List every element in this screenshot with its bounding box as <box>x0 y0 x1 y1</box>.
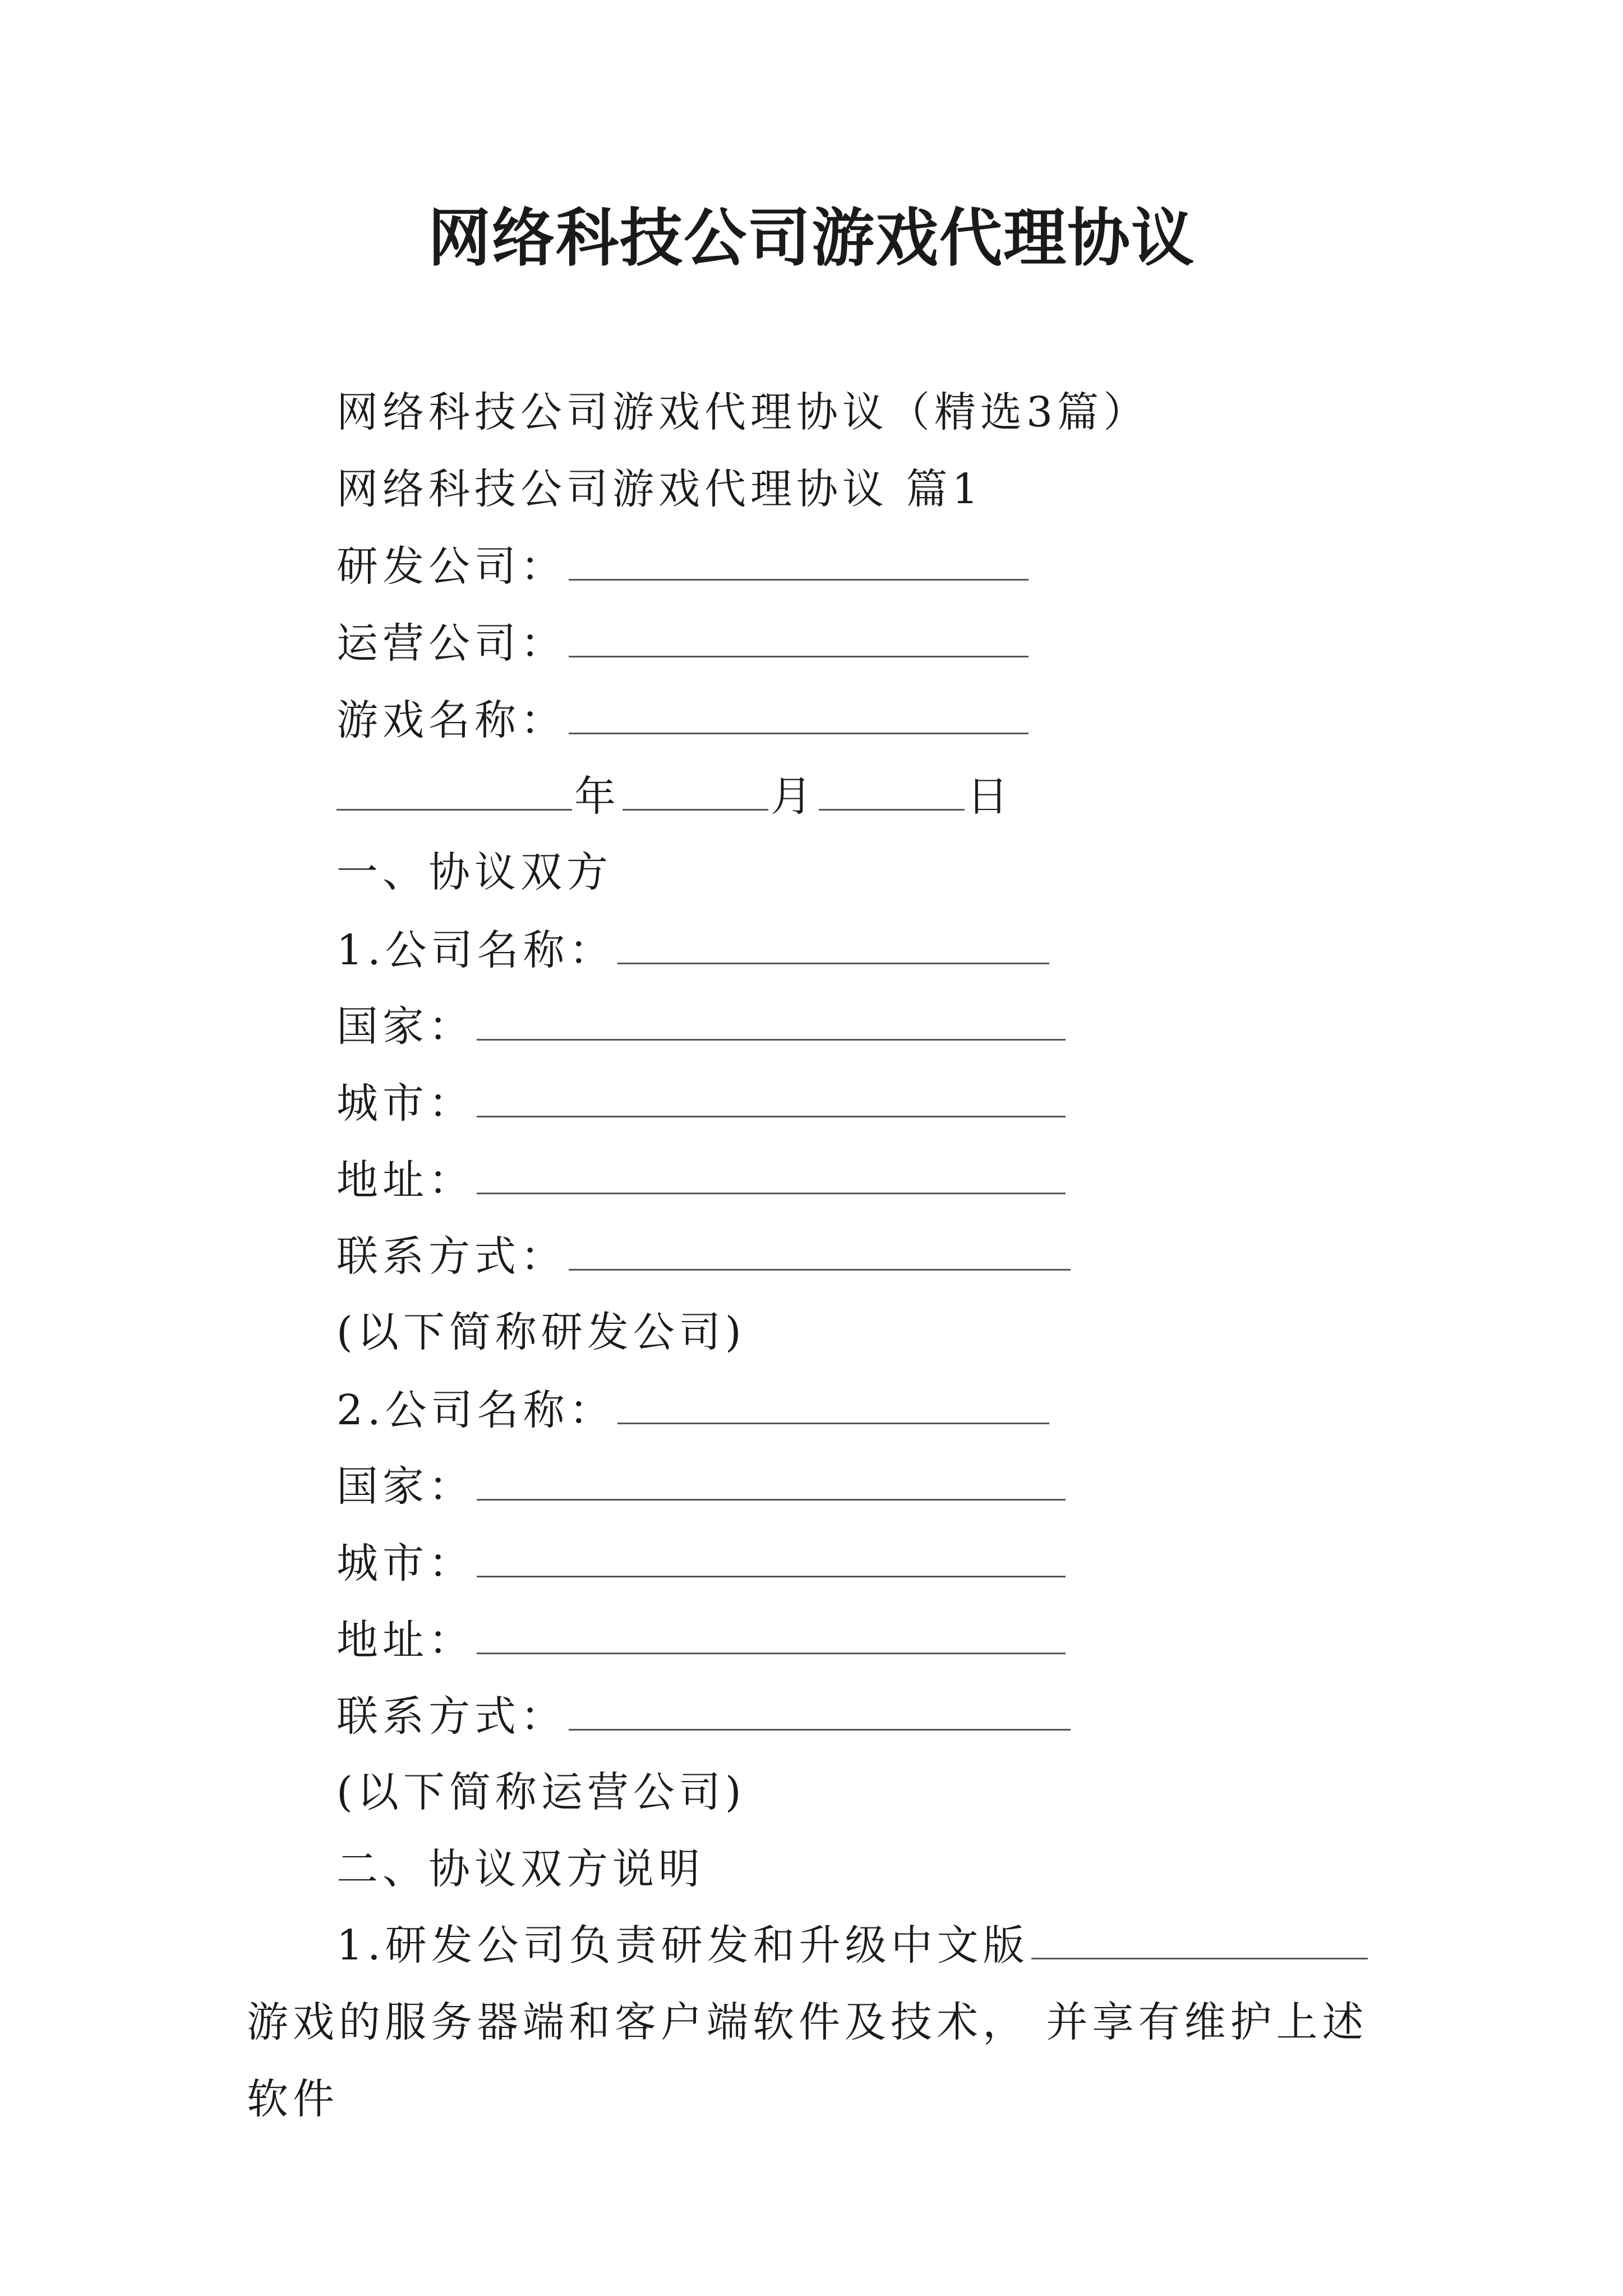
party2-company-blank[interactable] <box>617 1381 1049 1424</box>
field-label: 运营公司： <box>336 619 566 668</box>
party2-city-field <box>336 1534 1068 1591</box>
section1-heading: 一、协议双方 <box>336 848 612 896</box>
field-label: 联系方式： <box>336 1692 566 1741</box>
party1-alias: (以下简称研发公司) <box>336 1308 746 1356</box>
field-label: 国家： <box>336 1462 474 1511</box>
party1-contact-blank[interactable] <box>569 1227 1071 1271</box>
party1-address-field <box>336 1151 1068 1208</box>
operator-company-blank[interactable] <box>569 614 1029 657</box>
field-label: 国家： <box>336 1002 474 1051</box>
document-subtitle: 网络科技公司游戏代理协议（精选3篇） <box>336 388 1150 436</box>
field-label: 地址： <box>336 1156 474 1204</box>
date-line <box>336 767 1013 825</box>
year-blank[interactable] <box>336 767 572 811</box>
year-label: 年 <box>574 772 620 821</box>
operator-company-field <box>336 614 1031 671</box>
developer-company-field <box>336 537 1031 595</box>
party2-country-blank[interactable] <box>477 1457 1066 1501</box>
field-label: 城市： <box>336 1079 474 1128</box>
field-label: 游戏名称： <box>336 696 566 744</box>
document-title: 网络科技公司游戏代理协议 <box>428 201 1195 275</box>
party1-contact-field <box>336 1227 1073 1285</box>
game-name-field <box>336 691 1031 748</box>
day-label: 日 <box>967 772 1013 821</box>
party2-alias: (以下简称运营公司) <box>336 1768 746 1816</box>
field-label: 联系方式： <box>336 1232 566 1281</box>
field-label: 研发公司： <box>336 542 566 591</box>
clause1-text-before: 1.研发公司负责研发和升级中文版 <box>336 1921 1029 1970</box>
part-heading: 网络科技公司游戏代理协议 篇1 <box>336 465 983 513</box>
party1-city-field <box>336 1074 1068 1131</box>
developer-company-blank[interactable] <box>569 537 1029 581</box>
field-label: 2.公司名称： <box>336 1386 615 1434</box>
game-title-blank[interactable] <box>1031 1917 1368 1959</box>
party1-country-field <box>336 997 1068 1055</box>
party1-address-blank[interactable] <box>477 1151 1066 1194</box>
party2-country-field <box>336 1457 1068 1515</box>
month-label: 月 <box>771 772 817 821</box>
party2-city-blank[interactable] <box>477 1534 1066 1577</box>
field-label: 地址： <box>336 1616 474 1664</box>
party2-contact-field <box>336 1687 1073 1745</box>
party1-company-field <box>336 921 1052 978</box>
section2-heading: 二、协议双方说明 <box>336 1845 704 1893</box>
month-blank[interactable] <box>623 767 768 811</box>
party1-city-blank[interactable] <box>477 1074 1066 1117</box>
party1-company-blank[interactable] <box>617 921 1049 964</box>
clause1-paragraph <box>247 1907 1385 2138</box>
game-name-blank[interactable] <box>569 691 1029 734</box>
party2-address-field <box>336 1611 1068 1668</box>
field-label: 1.公司名称： <box>336 926 615 974</box>
party2-address-blank[interactable] <box>477 1611 1066 1654</box>
party2-contact-blank[interactable] <box>569 1687 1071 1731</box>
party1-country-blank[interactable] <box>477 997 1066 1041</box>
party2-company-field <box>336 1381 1052 1438</box>
clause1-text-after: 游戏的服务器端和客户端软件及技术， 并享有维护上述软件 <box>247 1998 1368 2123</box>
field-label: 城市： <box>336 1539 474 1588</box>
day-blank[interactable] <box>819 767 965 811</box>
